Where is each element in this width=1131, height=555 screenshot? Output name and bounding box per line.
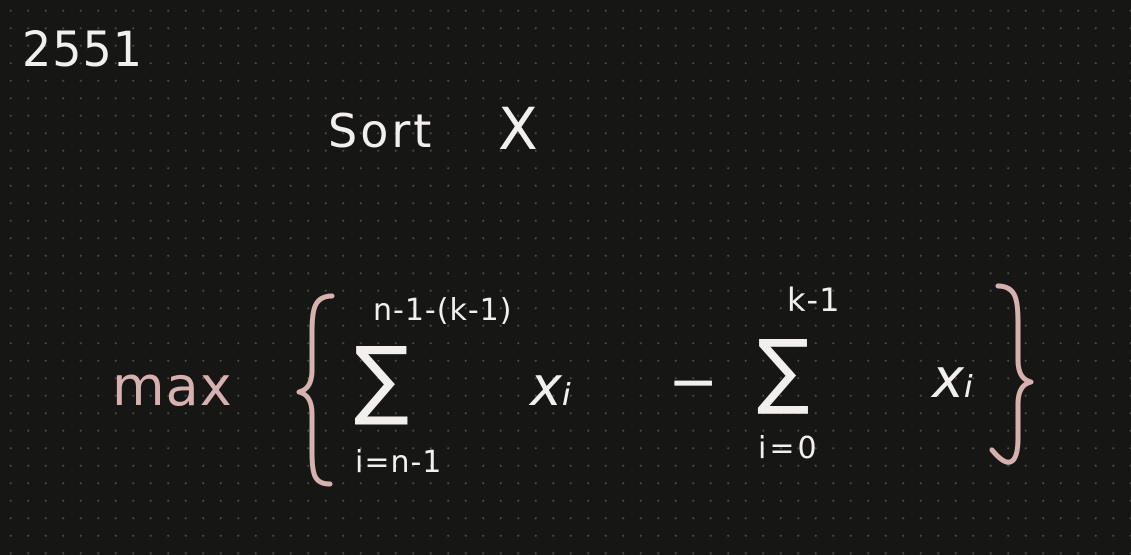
sum-2-term: xᵢ (932, 347, 974, 410)
sum-1-sigma: ∑ (354, 329, 410, 429)
sort-variable: X (498, 95, 538, 163)
sum-2-sigma: ∑ (757, 323, 810, 418)
sum-2-upper-limit: k-1 (787, 281, 841, 319)
right-brace (986, 278, 1034, 478)
sum-1-lower-limit: i=n-1 (355, 445, 443, 480)
sum-1-term: xᵢ (530, 355, 572, 418)
minus-operator: − (668, 347, 719, 417)
sort-label: Sort (328, 104, 435, 158)
sum-1-upper-limit: n-1-(k-1) (373, 293, 513, 328)
left-brace (296, 288, 340, 492)
max-label: max (112, 355, 233, 418)
sum-2-lower-limit: i=0 (758, 431, 820, 466)
problem-number: 2551 (22, 20, 144, 78)
